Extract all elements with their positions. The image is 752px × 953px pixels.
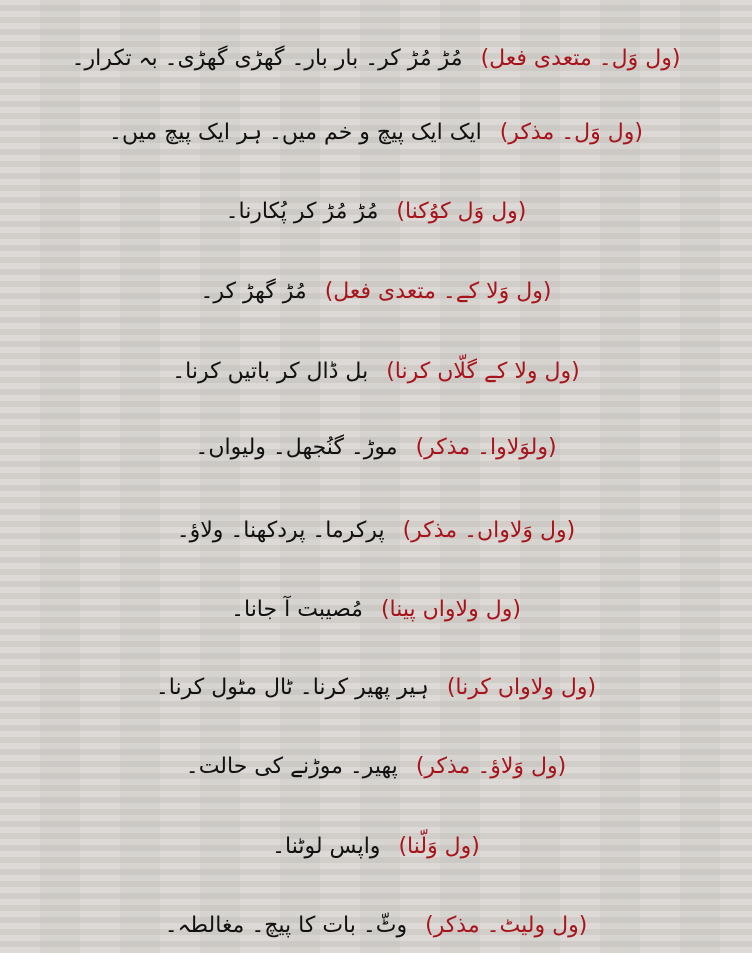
entry-term: (ول ولا کے گلّاں کرنا) — [386, 359, 580, 384]
entry-definition: وٹّ۔ بات کا پیچ۔ مغالطہ۔ — [164, 913, 408, 938]
dictionary-entry — [0, 272, 752, 312]
dictionary-entry — [0, 747, 752, 787]
dictionary-entry — [0, 511, 752, 551]
entry-term: (ول وَلّنا) — [398, 834, 480, 859]
dictionary-entry — [0, 428, 752, 468]
dictionary-entry — [0, 827, 752, 867]
entry-definition: پھیر۔ موڑنے کی حالت۔ — [185, 754, 398, 779]
dictionary-entry — [0, 590, 752, 630]
entry-term: (ول وَل۔ مذکر) — [499, 120, 643, 145]
entry-term: (ول ولاواں پینا) — [380, 597, 521, 622]
entry-definition: مُڑ مُڑ کر۔ بار بار۔ گھڑی گھڑی۔ بہ تکرار۔ — [71, 46, 463, 71]
dictionary-entry — [0, 352, 752, 392]
entry-term: (ولوَلاوا۔ مذکر) — [415, 435, 557, 460]
dictionary-entry — [0, 192, 752, 232]
entry-definition: موڑ۔ گنُجھل۔ ولیواں۔ — [195, 435, 398, 460]
entry-term: (ول وَلا کے۔ متعدی فعل) — [324, 279, 552, 304]
entry-term: (ول وَلاواں۔ مذکر) — [402, 518, 576, 543]
entry-term: (ول ولاواں کرنا) — [446, 675, 597, 700]
dictionary-entry — [0, 39, 752, 79]
entry-term: (ول وَل کوُکنا) — [396, 199, 527, 224]
entry-definition: پرکرما۔ پردکھنا۔ ولاؤ۔ — [176, 518, 385, 543]
entry-definition: ایک ایک پیچ و خم میں۔ ہر ایک پیچ میں۔ — [109, 120, 482, 145]
dictionary-entry — [0, 668, 752, 708]
entry-definition: مُڑ مُڑ کر پُکارنا۔ — [225, 199, 379, 224]
entry-definition: بل ڈال کر باتیں کرنا۔ — [172, 359, 369, 384]
entry-term: (ول وَلاؤ۔ مذکر) — [415, 754, 567, 779]
entry-definition: ہیر پھیر کرنا۔ ٹال مٹول کرنا۔ — [155, 675, 429, 700]
dictionary-entry — [0, 906, 752, 946]
entry-term: (ول ولیٹ۔ مذکر) — [425, 913, 588, 938]
dictionary-entry — [0, 113, 752, 153]
entry-term: (ول وَل۔ متعدی فعل) — [480, 46, 681, 71]
entry-definition: واپس لوٹنا۔ — [272, 834, 381, 859]
entry-definition: مُصیبت آ جانا۔ — [231, 597, 363, 622]
entry-definition: مُڑ گھڑ کر۔ — [200, 279, 307, 304]
